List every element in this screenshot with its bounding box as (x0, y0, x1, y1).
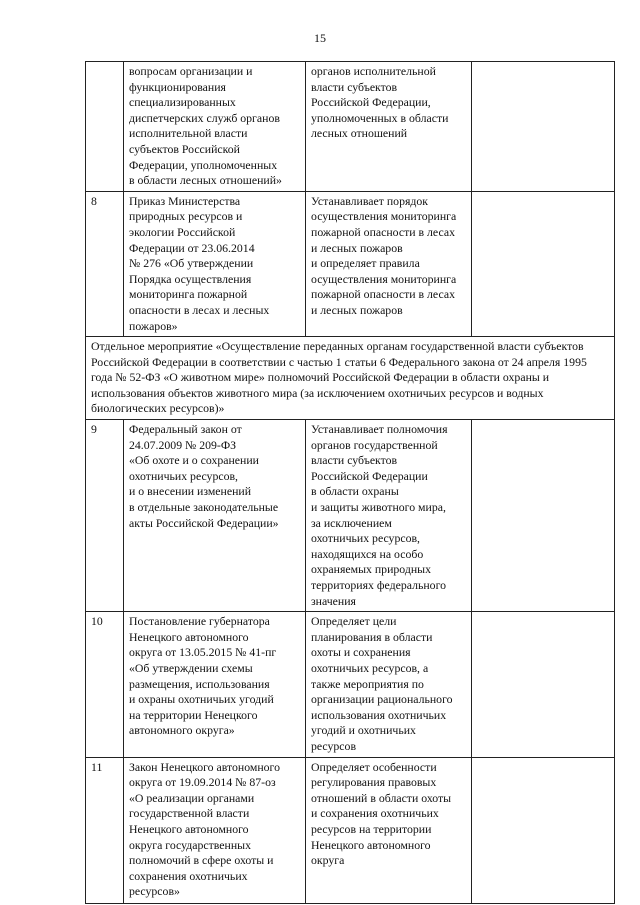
purpose-cell: Определяет особенности регулирования правовых отношений в области охоты и сохранения охотничьих ресурсов на территории Ненецкого автономного округа (306, 757, 472, 903)
empty-cell (472, 191, 615, 336)
row-number-cell: 11 (86, 757, 124, 903)
row-number-cell: 8 (86, 191, 124, 336)
table-row (86, 191, 615, 336)
legal-acts-table (85, 61, 615, 904)
purpose-cell: органов исполнительной власти субъектов Российской Федерации, уполномоченных в области лесных отношений (306, 62, 472, 192)
row-number-cell: 10 (86, 612, 124, 757)
act-cell: Приказ Министерства природных ресурсов и экологии Российской Федерации от 23.06.2014 № 276 «Об утверждении Порядка осуществления мониторинга пожарной опасности в лесах и лесных пожаров» (124, 191, 306, 336)
act-cell: Постановление губернатора Ненецкого автономного округа от 13.05.2015 № 41-пг «Об утверждении схемы размещения, использования и охраны охотничьих угодий на территории Ненецкого автономного округа» (124, 612, 306, 757)
act-cell: Закон Ненецкого автономного округа от 19.09.2014 № 87-оз «О реализации органами государственной власти Ненецкого автономного округа государственных полномочий в сфере охоты и сохранения охотничьих ресурсов» (124, 757, 306, 903)
purpose-cell: Устанавливает полномочия органов государственной власти субъектов Российской Федерации в области охраны и защиты животного мира, за исключением охотничьих ресурсов, находящихся на особо охраняемых природных территориях федерального значения (306, 420, 472, 612)
row-number-cell (86, 62, 124, 192)
empty-cell (472, 757, 615, 903)
act-cell: Федеральный закон от 24.07.2009 № 209-ФЗ «Об охоте и о сохранении охотничьих ресурсов, и о внесении изменений в отдельные законодательные акты Российской Федерации» (124, 420, 306, 612)
table-row (86, 420, 615, 612)
act-cell: вопросам организации и функционирования специализированных диспетчерских служб органов исполнительной власти субъектов Российской Федерации, уполномоченных в области лесных отношений» (124, 62, 306, 192)
purpose-cell: Устанавливает порядок осуществления мониторинга пожарной опасности в лесах и лесных пожаров и определяет правила осуществления мониторинга пожарной опасности в лесах и лесных пожаров (306, 191, 472, 336)
row-number-cell: 9 (86, 420, 124, 612)
table-row (86, 612, 615, 757)
section-row (86, 337, 615, 420)
purpose-cell: Определяет цели планирования в области охоты и сохранения охотничьих ресурсов, а также мероприятия по организации рационального использования охотничьих угодий и охотничьих ресурсов (306, 612, 472, 757)
table-row (86, 62, 615, 192)
page-number: 15 (314, 31, 326, 45)
empty-cell (472, 612, 615, 757)
section-heading: Отдельное мероприятие «Осуществление переданных органам государственной власти субъектов Российской Федерации в соответствии с частью 1 статьи 6 Федерального закона от 24 апреля 1995 года № 52-ФЗ «О животном мире» полномочий Российской Федерации в области охраны и использования объектов животного мира (за исключением охотничьих ресурсов и водных биологических ресурсов)» (86, 337, 615, 420)
empty-cell (472, 420, 615, 612)
empty-cell (472, 62, 615, 192)
table-row (86, 757, 615, 903)
